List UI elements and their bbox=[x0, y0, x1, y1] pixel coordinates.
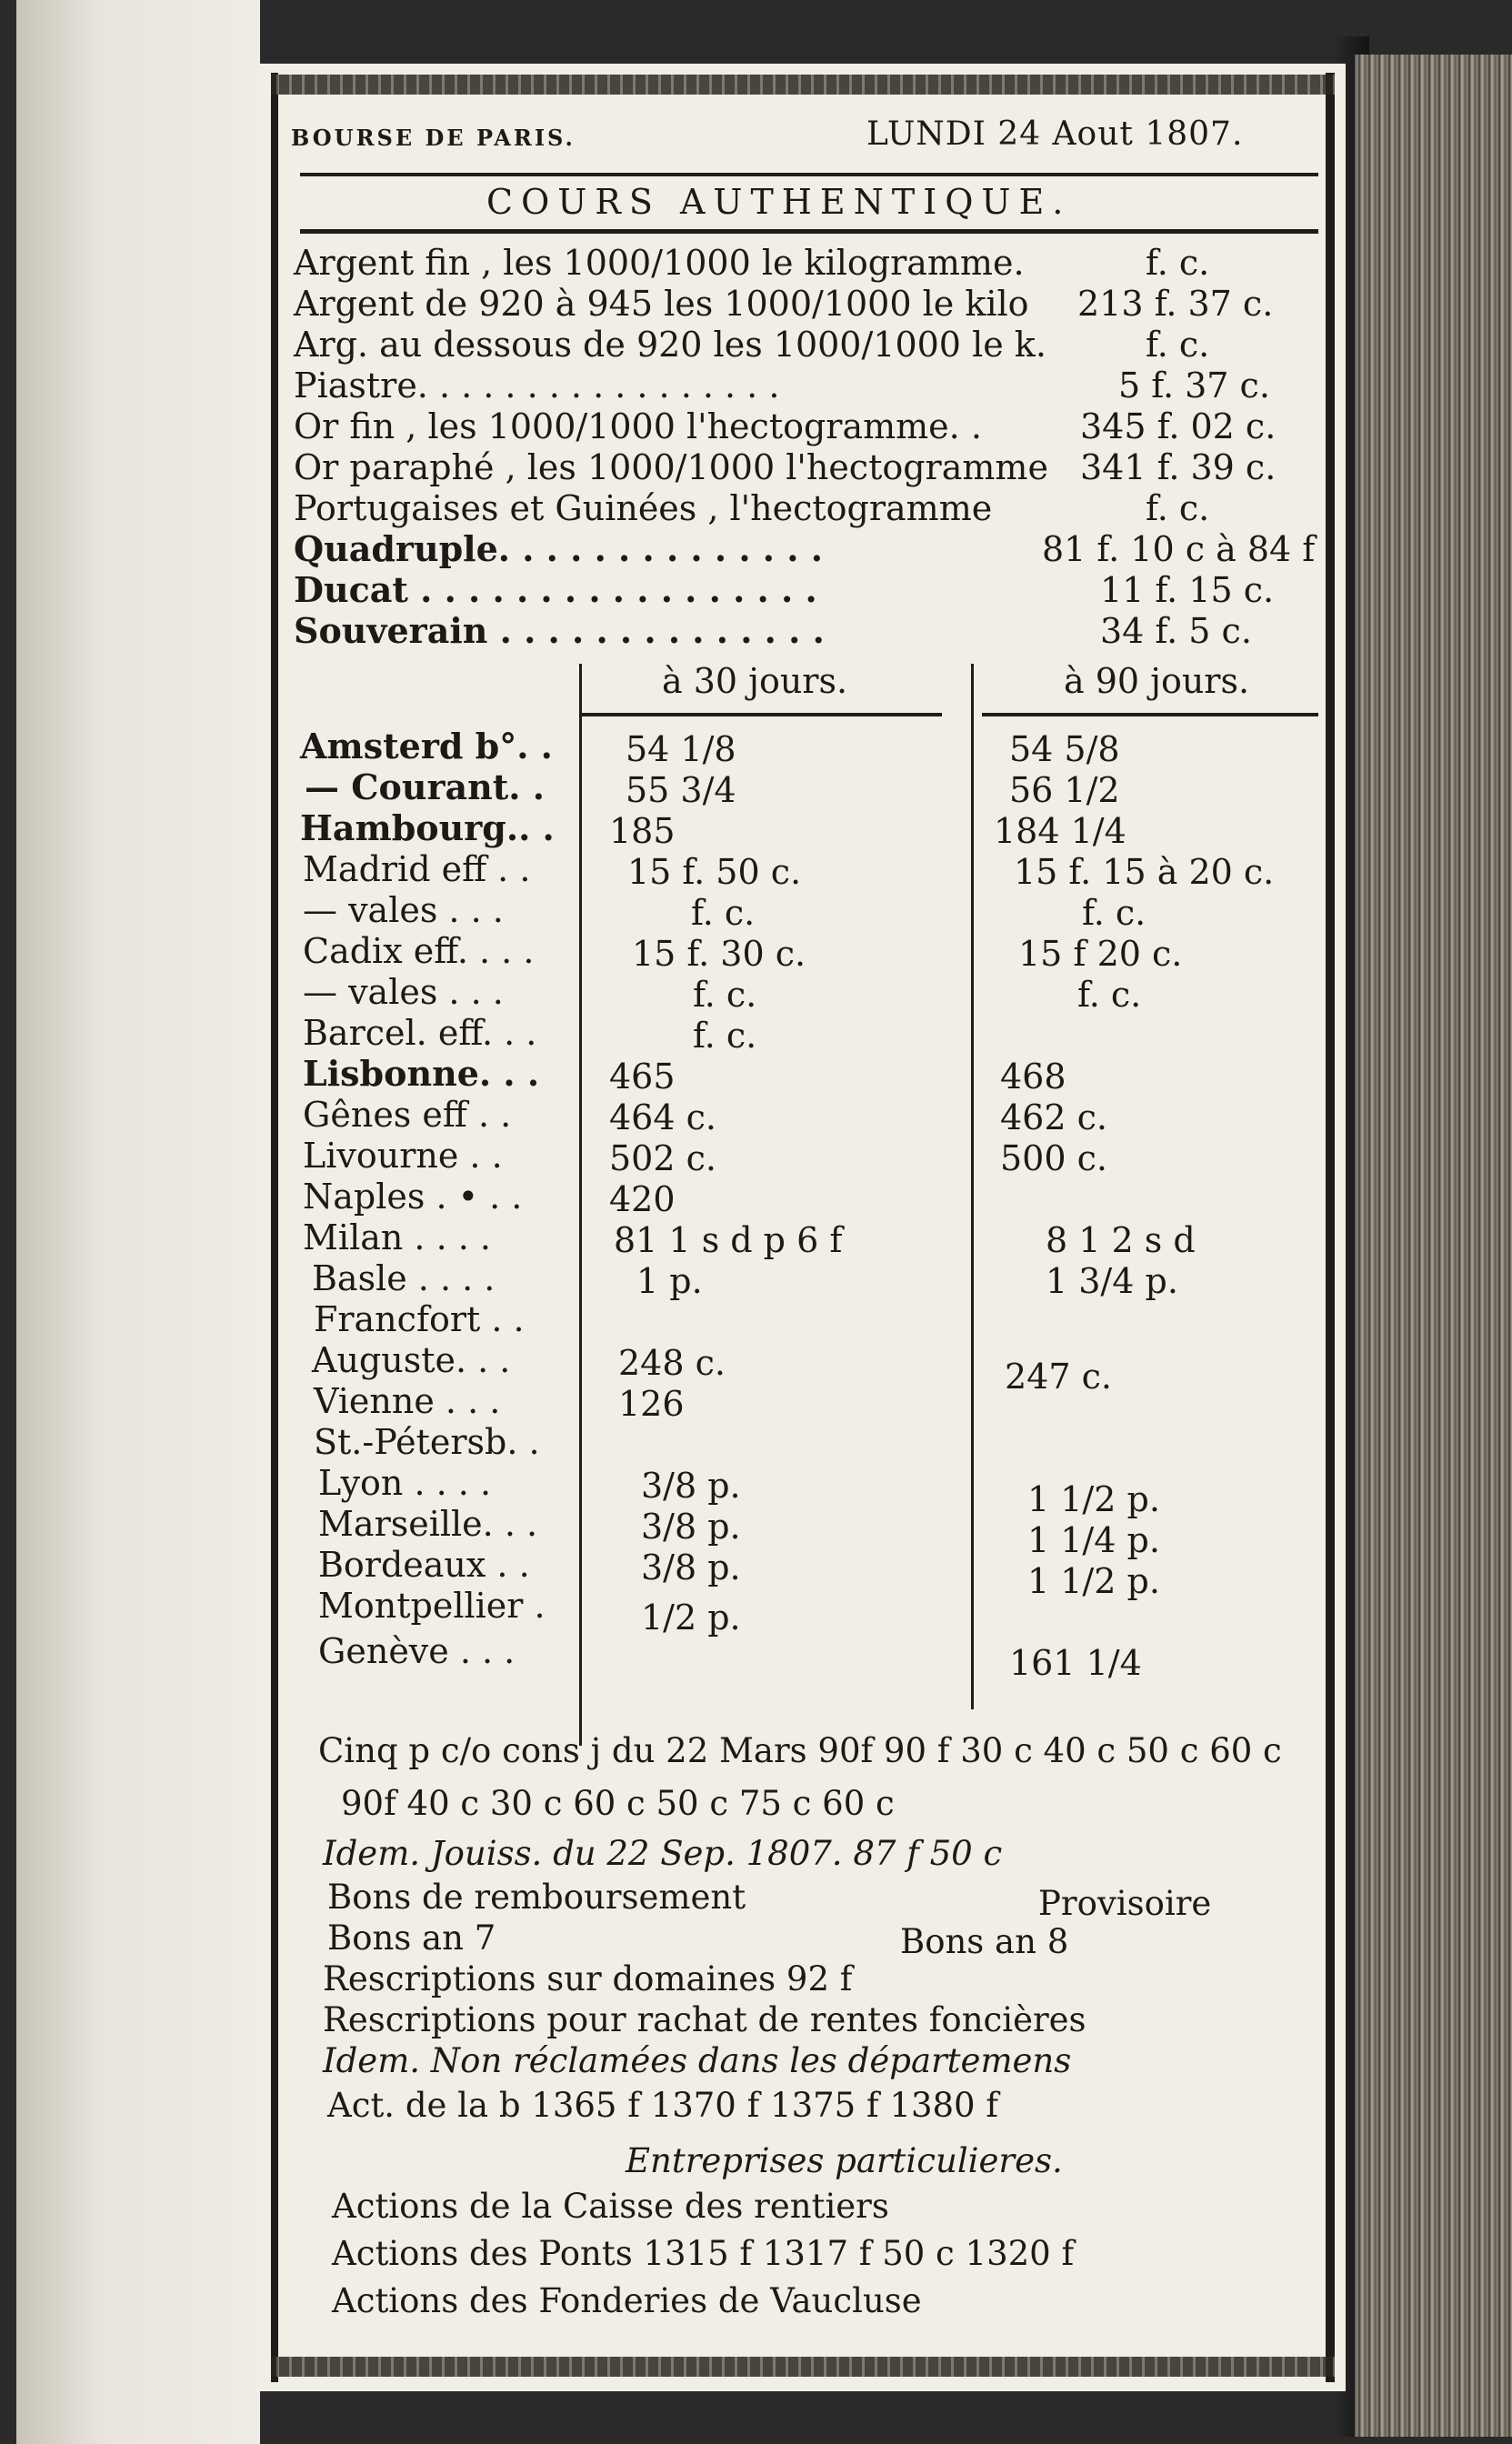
fund-line: Bons an 8 bbox=[900, 1922, 1069, 1961]
metal-value: 81 f. 10 c à 84 f bbox=[1042, 529, 1316, 569]
rate-90: 56 1/2 bbox=[1009, 770, 1120, 810]
rate-30: f. c. bbox=[691, 893, 756, 933]
exchange-place: Genève . . . bbox=[318, 1631, 516, 1671]
fund-heading: Entreprises particulieres. bbox=[626, 2141, 1063, 2180]
page-stack-edge bbox=[1355, 55, 1512, 2437]
rate-90: 184 1/4 bbox=[994, 811, 1126, 851]
exchange-place: Bordeaux . . bbox=[318, 1545, 530, 1585]
frame-bottom-ornament bbox=[271, 2357, 1335, 2377]
rate-90: 500 c. bbox=[1000, 1138, 1107, 1178]
rate-30: 126 bbox=[618, 1384, 685, 1424]
exchange-place: Gênes eff . . bbox=[303, 1095, 512, 1135]
exchange-place: Francfort . . bbox=[314, 1299, 525, 1339]
exchange-place: St.-Pétersb. . bbox=[314, 1422, 540, 1462]
page-title: COURS AUTHENTIQUE. bbox=[486, 182, 1072, 222]
fund-line: Provisoire bbox=[1038, 1884, 1212, 1923]
rate-30: 420 bbox=[609, 1179, 676, 1219]
metal-label: Portugaises et Guinées , l'hectogramme bbox=[294, 488, 993, 528]
rate-30: 185 bbox=[609, 811, 676, 851]
fund-line: Idem. Jouiss. du 22 Sep. 1807. 87 f 50 c bbox=[323, 1834, 1003, 1873]
rate-30: 248 c. bbox=[618, 1343, 726, 1383]
column-rule-30 bbox=[582, 713, 942, 716]
rate-30: 1 p. bbox=[636, 1261, 703, 1301]
exchange-place: Barcel. eff. . . bbox=[303, 1013, 537, 1053]
exchange-place: Madrid eff . . bbox=[303, 849, 531, 889]
exchange-place: Hambourg.. . bbox=[300, 807, 555, 848]
fund-line: Idem. Non réclamées dans les départemens bbox=[323, 2041, 1072, 2080]
rate-90: 468 bbox=[1000, 1057, 1066, 1097]
exchange-place: — vales . . . bbox=[303, 972, 504, 1012]
rate-30: 15 f. 50 c. bbox=[627, 852, 802, 892]
fund-line: Act. de la b 1365 f 1370 f 1375 f 1380 f bbox=[327, 2086, 999, 2125]
column-divider-left bbox=[579, 664, 582, 1746]
exchange-place: Cadix eff. . . . bbox=[303, 931, 535, 971]
header-rule bbox=[300, 173, 1318, 176]
exchange-place: Livourne . . bbox=[303, 1136, 503, 1176]
fund-line: Bons de remboursement bbox=[327, 1878, 746, 1917]
rate-30: 464 c. bbox=[609, 1097, 716, 1137]
frame-top-ornament bbox=[271, 75, 1335, 95]
rate-90: 1 1/4 p. bbox=[1027, 1520, 1160, 1560]
fund-line: Actions des Ponts 1315 f 1317 f 50 c 1320 f bbox=[332, 2234, 1075, 2273]
metal-label: Argent fin , les 1000/1000 le kilogramme. bbox=[294, 243, 1025, 283]
exchange-place: — Courant. . bbox=[305, 766, 545, 807]
rate-90: 161 1/4 bbox=[1009, 1643, 1142, 1683]
metal-value: 345 f. 02 c. bbox=[1080, 406, 1277, 446]
rate-90: 15 f. 15 à 20 c. bbox=[1014, 852, 1275, 892]
metal-label: Argent de 920 à 945 les 1000/1000 le kilo bbox=[294, 284, 1029, 324]
rate-30: 3/8 p. bbox=[641, 1466, 741, 1506]
metal-value: f. c. bbox=[1146, 488, 1210, 528]
exchange-place: — vales . . . bbox=[303, 890, 504, 930]
metal-label: Or fin , les 1000/1000 l'hectogramme. . bbox=[294, 406, 982, 446]
rate-30: 3/8 p. bbox=[641, 1548, 741, 1588]
exchange-place: Lisbonne. . . bbox=[303, 1053, 540, 1094]
fund-line: Bons an 7 bbox=[327, 1918, 496, 1958]
header-date: LUNDI 24 Aout 1807. bbox=[866, 115, 1244, 153]
exchange-place: Naples . • . . bbox=[303, 1177, 523, 1217]
fund-line: Rescriptions sur domaines 92 f bbox=[323, 1959, 853, 1998]
metal-label: Piastre. . . . . . . . . . . . . . . . . bbox=[294, 366, 780, 406]
rate-30: 55 3/4 bbox=[626, 770, 736, 810]
column-divider-right bbox=[971, 664, 974, 1709]
rate-30: f. c. bbox=[693, 1016, 757, 1056]
rate-30: 81 1 s d p 6 f bbox=[614, 1220, 843, 1260]
rate-90: 54 5/8 bbox=[1009, 729, 1120, 769]
column-rule-90 bbox=[982, 713, 1318, 716]
rate-30: 15 f. 30 c. bbox=[632, 934, 806, 974]
exchange-place: Marseille. . . bbox=[318, 1504, 538, 1544]
fund-line: Actions de la Caisse des rentiers bbox=[332, 2187, 889, 2226]
fund-line: Actions des Fonderies de Vaucluse bbox=[332, 2281, 922, 2320]
fund-line: Cinq p c/o cons j du 22 Mars 90f 90 f 30 c 40 c 50 c 60 c bbox=[318, 1731, 1282, 1770]
rate-90: 1 1/2 p. bbox=[1027, 1561, 1160, 1601]
rate-90: f. c. bbox=[1082, 893, 1147, 933]
rate-90: 15 f 20 c. bbox=[1018, 934, 1183, 974]
rate-90: 462 c. bbox=[1000, 1097, 1107, 1137]
metal-label: Or paraphé , les 1000/1000 l'hectogramme bbox=[294, 447, 1048, 487]
rate-30: 465 bbox=[609, 1057, 676, 1097]
rate-90: 1 1/2 p. bbox=[1027, 1479, 1160, 1519]
rate-30: f. c. bbox=[693, 975, 757, 1015]
metal-value: 11 f. 15 c. bbox=[1100, 570, 1275, 610]
exchange-place: Milan . . . . bbox=[303, 1217, 491, 1257]
exchange-place: Lyon . . . . bbox=[318, 1463, 492, 1503]
rate-30: 54 1/8 bbox=[626, 729, 736, 769]
metal-value: 5 f. 37 c. bbox=[1118, 366, 1270, 406]
fund-line: 90f 40 c 30 c 60 c 50 c 75 c 60 c bbox=[341, 1784, 895, 1823]
metal-label: Souverain . . . . . . . . . . . . . . bbox=[294, 610, 825, 651]
metal-label: Quadruple. . . . . . . . . . . . . . bbox=[294, 528, 823, 569]
rate-90: f. c. bbox=[1077, 975, 1142, 1015]
exchange-place: Auguste. . . bbox=[312, 1340, 511, 1380]
fund-line: Rescriptions pour rachat de rentes foncières bbox=[323, 2000, 1086, 2039]
rate-90: 8 1 2 s d bbox=[1046, 1220, 1196, 1260]
rate-30: 3/8 p. bbox=[641, 1507, 741, 1547]
exchange-place: Basle . . . . bbox=[312, 1258, 496, 1298]
exchange-place: Montpellier . bbox=[318, 1586, 546, 1626]
column-header-90-days: à 90 jours. bbox=[1064, 661, 1250, 701]
exchange-place: Vienne . . . bbox=[314, 1381, 501, 1421]
metal-value: 341 f. 39 c. bbox=[1080, 447, 1277, 487]
inner-margin bbox=[16, 0, 260, 2444]
book-edge bbox=[0, 0, 18, 2444]
header-left: BOURSE DE PARIS. bbox=[291, 125, 576, 151]
column-header-30-days: à 30 jours. bbox=[662, 661, 848, 701]
rate-30: 502 c. bbox=[609, 1138, 716, 1178]
rate-90: 1 3/4 p. bbox=[1046, 1261, 1178, 1301]
exchange-place: Amsterd b°. . bbox=[300, 726, 553, 766]
metal-value: 213 f. 37 c. bbox=[1077, 284, 1274, 324]
metal-label: Arg. au dessous de 920 les 1000/1000 le k. bbox=[294, 325, 1046, 365]
title-rule bbox=[300, 229, 1318, 234]
metal-value: f. c. bbox=[1146, 243, 1210, 283]
rate-90: 247 c. bbox=[1005, 1357, 1112, 1397]
metal-value: 34 f. 5 c. bbox=[1100, 611, 1252, 651]
metal-label: Ducat . . . . . . . . . . . . . . . . . bbox=[294, 569, 817, 610]
metal-value: f. c. bbox=[1146, 325, 1210, 365]
rate-30: 1/2 p. bbox=[641, 1598, 741, 1638]
